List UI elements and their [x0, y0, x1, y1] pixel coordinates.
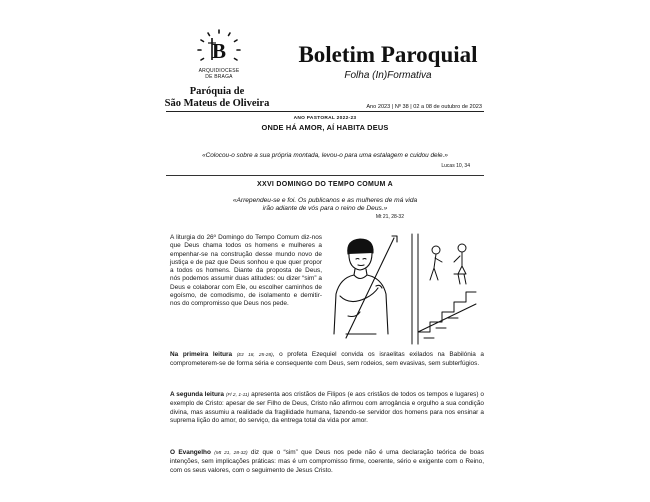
motto-quote-reference: Lucas 10, 34 — [441, 163, 470, 169]
gospel-lead: O Evangelho — [170, 449, 211, 456]
logo-caption — [178, 68, 260, 80]
intro-divider — [166, 175, 484, 176]
gospel-paragraph-reference: (Mt 21, 28-32) — [214, 451, 248, 456]
gospel-quote-line2: irão adiante de vós para o reino de Deus.» — [262, 205, 388, 212]
worker-with-hoe-illustration — [326, 234, 398, 346]
sunday-heading: XXVI DOMINGO DO TEMPO COMUM A — [257, 181, 393, 188]
archdiocese-emblem-icon — [178, 28, 260, 68]
stairs-figures-illustration — [404, 232, 478, 346]
second-reading-text: apresenta aos cristãos de Filipos (e aos cristãos de todos os tempos e lugares) o exemplo de Cristo: apesar de ser Filho de Deus, Cristo não afirmou com arrogância e orgulho a sua condição divina, mas assumiu a realidade da fragilidade humana, fazendo-se servidor dos homens para nos ensinar a suprema lição do amor, do serviço, da entrega total da vida por amor. — [170, 391, 484, 424]
issue-info: Ano 2023 | Nº 38 | 02 a 08 de outubro de 2023 — [366, 104, 482, 110]
archdiocese-logo — [178, 28, 260, 86]
bulletin-subtitle: Folha (In)Formativa — [344, 70, 432, 81]
liturgy-intro-paragraph: A liturgia do 26º Domingo do Tempo Comum diz-nos que Deus chama todos os homens e mulheres a empenhar-se na construção desse mundo novo de justiça e de paz que Deus sonhou e que quer propor a todos os homens. Diante da proposta de Deus, nós podemos assumir duas atitudes: ou dizer “sim” a Deus e colaborar com Ele, ou escolher caminhos de egoísmo, de comodismo, de isolamento e demitir-nos do compromisso que Deus nos pede. — [170, 234, 322, 308]
logo-caption-line1: ARQUIDIOCESE — [198, 68, 240, 74]
first-reading-paragraph — [170, 351, 484, 369]
pastoral-motto: ONDE HÁ AMOR, AÍ HABITA DEUS — [261, 123, 389, 132]
second-reading-lead: A segunda leitura — [170, 391, 224, 398]
bulletin-title: Boletim Paroquial — [298, 42, 478, 67]
parish-name — [162, 86, 272, 110]
logo-caption-line2: DE BRAGA — [205, 74, 233, 80]
svg-text:B: B — [211, 39, 227, 63]
second-reading-reference: (Fl 2, 1-11) — [225, 393, 250, 398]
gospel-paragraph — [170, 449, 484, 475]
gospel-quote-line1: «Arrependeu-se e foi. Os publicanos e as mulheres de má vida — [232, 197, 418, 204]
pastoral-year: ANO PASTORAL 2022-23 — [293, 116, 357, 121]
motto-quote: «Colocou-o sobre a sua própria montada, levou-o para uma estalagem e cuidou dele.» — [202, 152, 448, 159]
gospel-quote — [210, 197, 440, 213]
first-reading-reference: (Ez 18, 25-28) — [236, 353, 273, 358]
gospel-text: diz que o “sim” que Deus nos pede não é uma declaração teórica de boas intenções, sem implicações práticas: mas é um compromisso firme, coerente, sério e exigente com o Reino, com os seus valores, com o seguimento de Jesus Cristo. — [170, 449, 484, 474]
parish-name-line2: São Mateus de Oliveira — [164, 98, 270, 109]
gospel-reference: Mt 21, 28-32 — [375, 214, 404, 220]
header-divider — [166, 111, 484, 112]
first-reading-lead: Na primeira leitura — [170, 351, 233, 358]
second-reading-paragraph — [170, 391, 484, 425]
first-reading-text: , o profeta Ezequiel convida os israelitas exilados na Babilónia a comprometerem-se de forma séria e consequente com Deus, sem rodeios, sem evasivas, sem subterfúgios. — [170, 351, 484, 368]
parish-name-line1: Paróquia de — [189, 86, 245, 97]
